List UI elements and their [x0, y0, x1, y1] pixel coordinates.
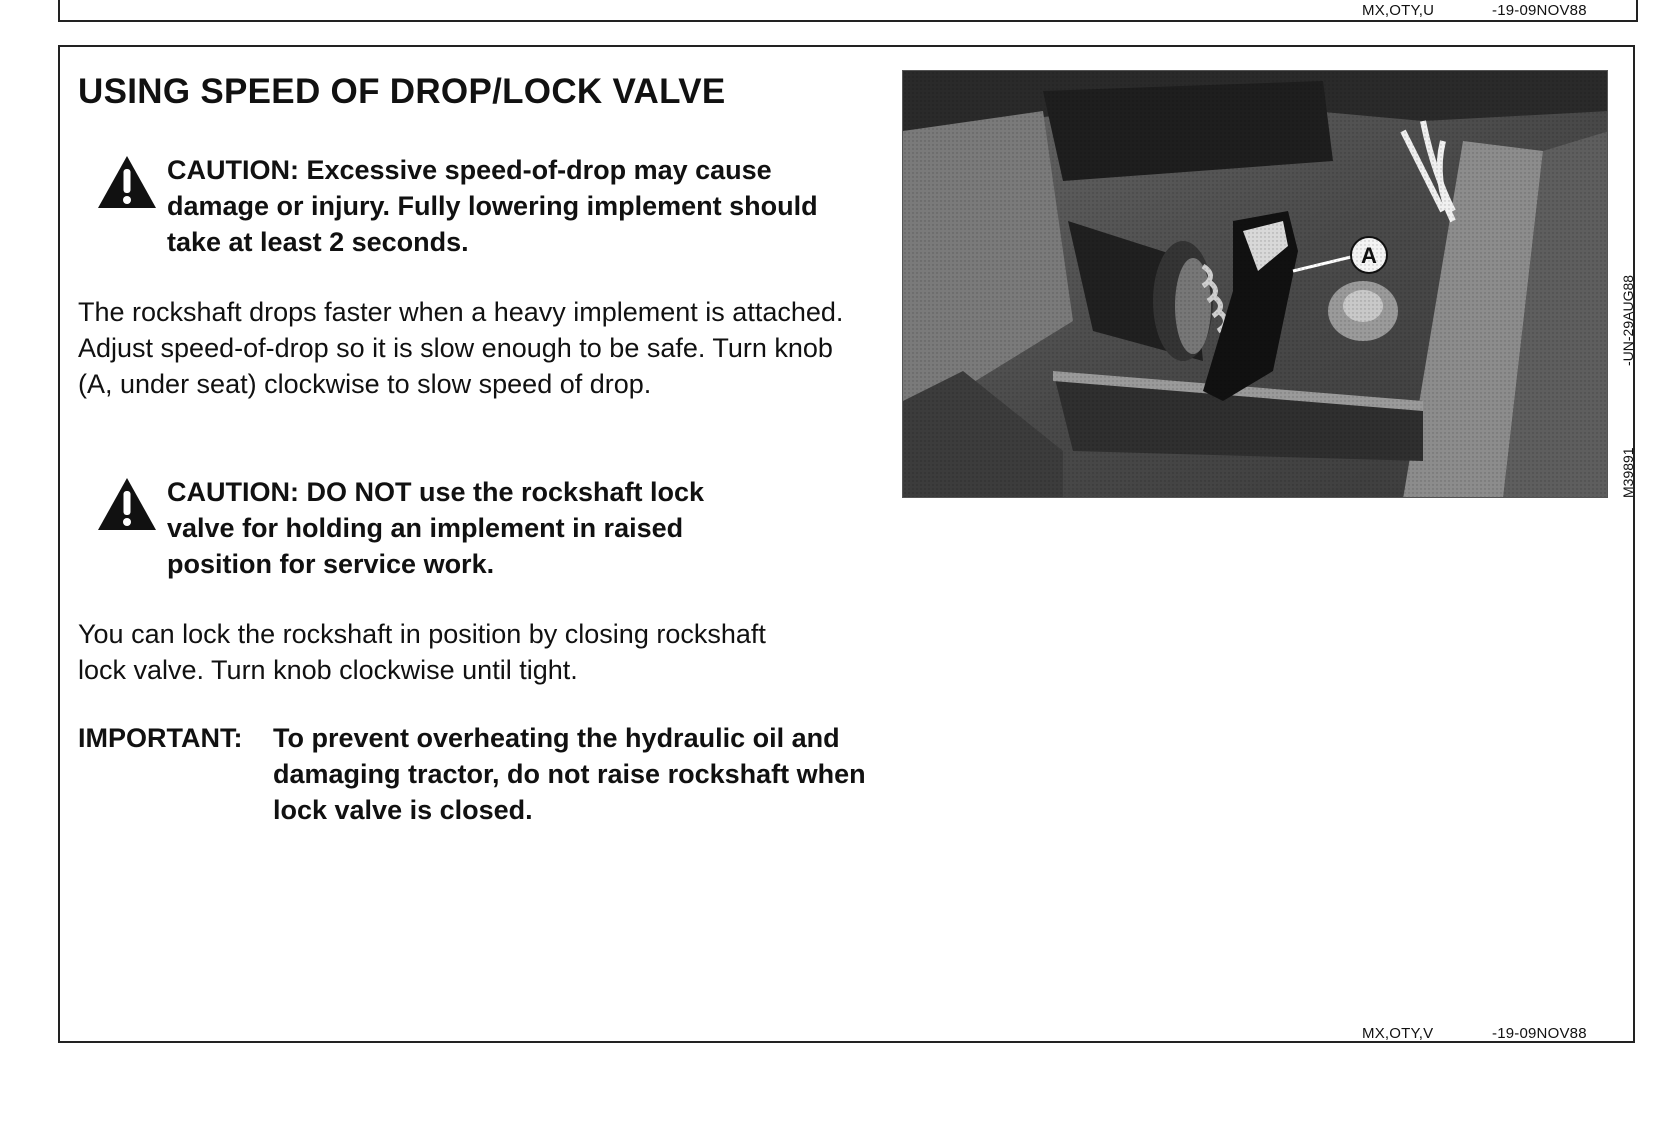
figure-id-caption: M39891 — [1620, 447, 1636, 498]
important-text: To prevent overheating the hydraulic oil and damaging tractor, do not raise rockshaft when lock valve is closed. — [273, 723, 866, 825]
valve-photo-illustration — [903, 71, 1608, 498]
footer-date: -19-09NOV88 — [1492, 1025, 1587, 1042]
caution-block-1 — [96, 152, 856, 260]
figure-date-caption: -UN-29AUG88 — [1620, 274, 1636, 366]
footer-code: MX,OTY,V — [1362, 1025, 1434, 1042]
valve-photo — [902, 70, 1608, 498]
caution-text-2: CAUTION: DO NOT use the rockshaft lock valve for holding an implement in raised position for service work. — [167, 477, 705, 579]
caution-text-1: CAUTION: Excessive speed-of-drop may cause damage or injury. Fully lowering implement should take at least 2 seconds. — [167, 155, 818, 257]
important-label: IMPORTANT: — [78, 723, 243, 753]
paragraph-speed-of-drop: The rockshaft drops faster when a heavy implement is attached. Adjust speed-of-drop so it is slow enough to be safe. Turn knob (A, under seat) clockwise to slow speed of drop. — [78, 297, 844, 399]
previous-footer-code: MX,OTY,U — [1362, 2, 1435, 19]
important-note — [78, 720, 868, 828]
warning-triangle-icon — [96, 476, 158, 532]
warning-triangle-icon — [96, 154, 158, 210]
caution-block-2 — [96, 474, 856, 582]
section-title: USING SPEED OF DROP/LOCK VALVE — [78, 72, 726, 111]
paragraph-lock-valve: You can lock the rockshaft in position by closing rockshaft lock valve. Turn knob clockwise until tight. — [78, 619, 766, 685]
previous-footer-date: -19-09NOV88 — [1492, 2, 1587, 19]
